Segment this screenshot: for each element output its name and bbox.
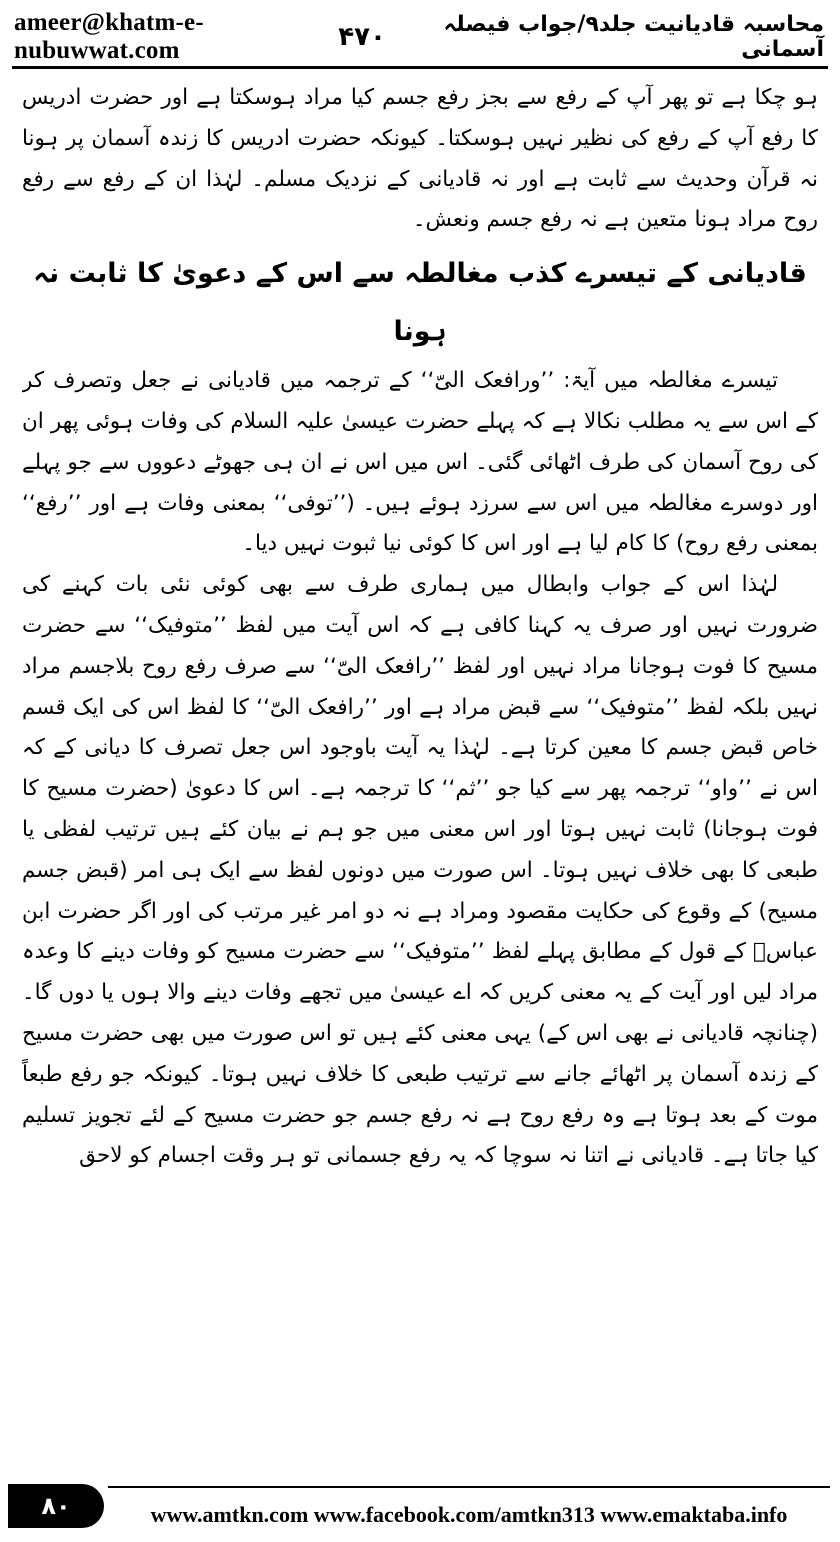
page-body <box>22 78 818 1474</box>
header-page-number: ۴۷۰ <box>338 22 386 52</box>
section-heading: قادیانی کے تیسرے کذب مغالطہ سے اس کے دعویٰ کا ثابت نہ ہونا <box>33 258 807 348</box>
header-divider <box>12 66 828 69</box>
paragraph-3: لہٰذا اس کے جواب وابطال میں ہماری طرف سے بھی کوئی نئی بات کہنے کی ضرورت نہیں اور صرف یہ کہنا کافی ہے کہ اس آیت میں لفظ ’’متوفیک‘‘ سے حضرت مسیح کا فوت ہوجانا مراد نہیں اور لفظ ’’رافعک الیّ‘‘ سے صرف رفع روح بلاجسم مراد نہیں بلکہ لفظ ’’متوفیک‘‘ سے قبض مراد ہے اور ’’رافعک الیّ‘‘ کا لفظ اس کی ایک قسم خاص قبض جسم کا معین کرتا ہے۔ لہٰذا یہ آیت باوجود اس جعل تصرف کا دیانی کے کہ اس نے ’’واو‘‘ ترجمہ پھر سے کیا جو ’’ثم‘‘ کا ترجمہ ہے۔ اس کا دعویٰ (حضرت مسیح کا فوت ہوجانا) ثابت نہیں ہوتا اور اس معنی میں جو ہم نے بیان کئے ہیں ترتیب لفظی یا طبعی کا بھی خلاف نہیں ہوتا۔ اس صورت میں دونوں لفظ سے ایک ہی امر (قبض جسم مسیح) کے وقوع کی حکایت مقصود ومراد ہے نہ دو امر غیر مرتب کی اور اگر حضرت ابن عباسؓ کے قول کے مطابق پہلے لفظ ’’متوفیک‘‘ سے حضرت مسیح کو وفات دینے کا وعدہ مراد لیں اور آیت کے یہ معنی کریں کہ اے عیسیٰ میں تجھے وفات دینے والا ہوں یا دوں گا۔ (چنانچہ قادیانی نے بھی اس کے) یہی معنی کئے ہیں تو اس صورت میں بھی حضرت مسیح کے زندہ آسمان پر اٹھائے جانے سے ترتیب طبعی کا خلاف نہیں ہوتا۔ کیونکہ جو رفع طبعاً موت کے بعد ہوتا ہے وہ رفع روح ہے نہ رفع جسم جو حضرت مسیح کے لئے تجویز تسلیم کیا جاتا ہے۔ قادیانی نے اتنا نہ سوچا کہ یہ رفع جسمانی تو ہر وقت اجسام کو لاحق <box>22 572 818 1169</box>
paragraph-1: ہو چکا ہے تو پھر آپ کے رفع سے بجز رفع جسم کیا مراد ہوسکتا ہے اور حضرت ادریس کا رفع آپ کے رفع کی نظیر نہیں ہوسکتا۔ کیونکہ حضرت ادریس کا زندہ آسمان پر ہونا نہ قرآن وحدیث سے ثابت ہے اور نہ قادیانی کے نزدیک مسلم۔ لہٰذا ان کے رفع سے رفع روح مراد ہونا متعین ہے نہ رفع جسم ونعش۔ <box>22 85 818 233</box>
page-header <box>0 0 840 74</box>
page-footer <box>0 1480 840 1540</box>
footer-websites: www.amtkn.com www.facebook.com/amtkn313 www.emaktaba.info <box>108 1486 830 1542</box>
paragraph-2: تیسرے مغالطہ میں آیۃ: ’’ورافعک الیّ‘‘ کے ترجمہ میں قادیانی نے جعل وتصرف کر کے اس سے یہ مطلب نکالا ہے کہ پہلے حضرت عیسیٰ علیہ السلام کی وفات ہوئی پھر ان کی روح آسمان کی طرف اٹھائی گئی۔ اس میں اس نے ان ہی جھوٹے دعووں سے جو پہلے اور دوسرے مغالطہ میں اس سے سرزد ہوئے ہیں۔ (’’توفی‘‘ بمعنی وفات ہے اور ’’رفع‘‘ بمعنی رفع روح) کا کام لیا ہے اور اس کا کوئی نیا ثبوت نہیں دیا۔ <box>22 368 818 557</box>
header-email: ameer@khatm-e-nubuwwat.com <box>14 9 204 64</box>
book-title: محاسبہ قادیانیت جلد۹/جواب فیصلہ آسمانی <box>443 12 824 62</box>
footer-page-number: ۸۰ <box>8 1484 104 1528</box>
header-title-group <box>338 12 824 62</box>
